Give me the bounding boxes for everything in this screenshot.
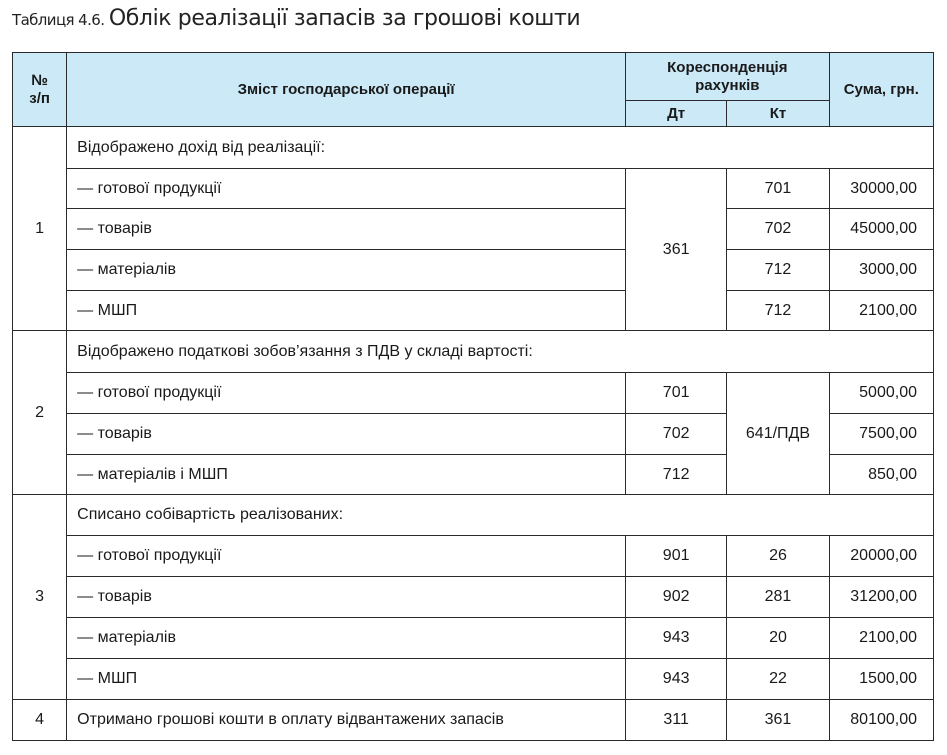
header-kt: Кт: [727, 101, 829, 127]
operation-desc: — готової продукції: [67, 373, 626, 414]
table-row: [13, 536, 934, 577]
amount: 20000,00: [829, 536, 933, 577]
debit-account: 361: [625, 169, 726, 331]
credit-account: 26: [727, 536, 829, 577]
credit-account: 701: [727, 169, 829, 209]
debit-account: 702: [625, 414, 726, 455]
table-row: [13, 250, 934, 291]
table-row: [13, 618, 934, 659]
credit-account: 712: [727, 291, 829, 331]
table-caption: [12, 6, 580, 36]
credit-account: 361: [727, 700, 829, 741]
header-no: [13, 53, 67, 127]
credit-account: 281: [727, 577, 829, 618]
operations-table: [12, 52, 934, 741]
table-row: [13, 373, 934, 414]
amount: 30000,00: [829, 169, 933, 209]
amount: 1500,00: [829, 659, 933, 700]
operation-desc: — матеріалів і МШП: [67, 455, 626, 495]
amount: 3000,00: [829, 250, 933, 291]
operation-desc: — товарів: [67, 414, 626, 455]
amount: 2100,00: [829, 618, 933, 659]
debit-account: 902: [625, 577, 726, 618]
table-row: [13, 169, 934, 209]
operation-desc: — товарів: [67, 209, 626, 250]
debit-account: 311: [625, 700, 726, 741]
amount: 7500,00: [829, 414, 933, 455]
debit-account: 943: [625, 659, 726, 700]
amount: 80100,00: [829, 700, 933, 741]
credit-account: 712: [727, 250, 829, 291]
table-row: [13, 331, 934, 373]
table-row: [13, 659, 934, 700]
credit-account: 702: [727, 209, 829, 250]
credit-account: 20: [727, 618, 829, 659]
table-row: [13, 700, 934, 741]
header-content: Зміст господарської операції: [67, 53, 626, 127]
amount: 31200,00: [829, 577, 933, 618]
operation-desc: — готової продукції: [67, 169, 626, 209]
debit-account: 901: [625, 536, 726, 577]
table-row: [13, 209, 934, 250]
amount: 2100,00: [829, 291, 933, 331]
operation-desc: Отримано грошові кошти в оплату відвантажених запасів: [67, 700, 626, 741]
operation-desc: — матеріалів: [67, 250, 626, 291]
table-row: [13, 577, 934, 618]
row-number: 4: [13, 700, 67, 741]
table-number: Таблиця 4.6.: [12, 11, 105, 29]
operation-desc: — товарів: [67, 577, 626, 618]
row-number: 3: [13, 495, 67, 700]
amount: 5000,00: [829, 373, 933, 414]
credit-account: 641/ПДВ: [727, 373, 829, 495]
operation-desc: — МШП: [67, 659, 626, 700]
table-row: [13, 127, 934, 169]
group-heading: Відображено дохід від реалізації:: [67, 127, 934, 169]
header-correspondence: [625, 53, 829, 101]
amount: 850,00: [829, 455, 933, 495]
table-row: [13, 291, 934, 331]
group-heading: Списано собівартість реалізованих:: [67, 495, 934, 536]
table-row: [13, 495, 934, 536]
group-heading: Відображено податкові зобов’язання з ПДВ у складі вартості:: [67, 331, 934, 373]
row-number: 1: [13, 127, 67, 331]
debit-account: 712: [625, 455, 726, 495]
operation-desc: — матеріалів: [67, 618, 626, 659]
row-number: 2: [13, 331, 67, 495]
debit-account: 943: [625, 618, 726, 659]
amount: 45000,00: [829, 209, 933, 250]
operation-desc: — готової продукції: [67, 536, 626, 577]
table-title: Облік реалізації запасів за грошові кошти: [108, 6, 581, 31]
credit-account: 22: [727, 659, 829, 700]
header-dt: Дт: [625, 101, 726, 127]
header-correspondence-label: Кореспонденція рахунків: [667, 58, 788, 94]
header-no-label: № з/п: [29, 71, 50, 107]
header-sum: Сума, грн.: [829, 53, 933, 127]
debit-account: 701: [625, 373, 726, 414]
operation-desc: — МШП: [67, 291, 626, 331]
